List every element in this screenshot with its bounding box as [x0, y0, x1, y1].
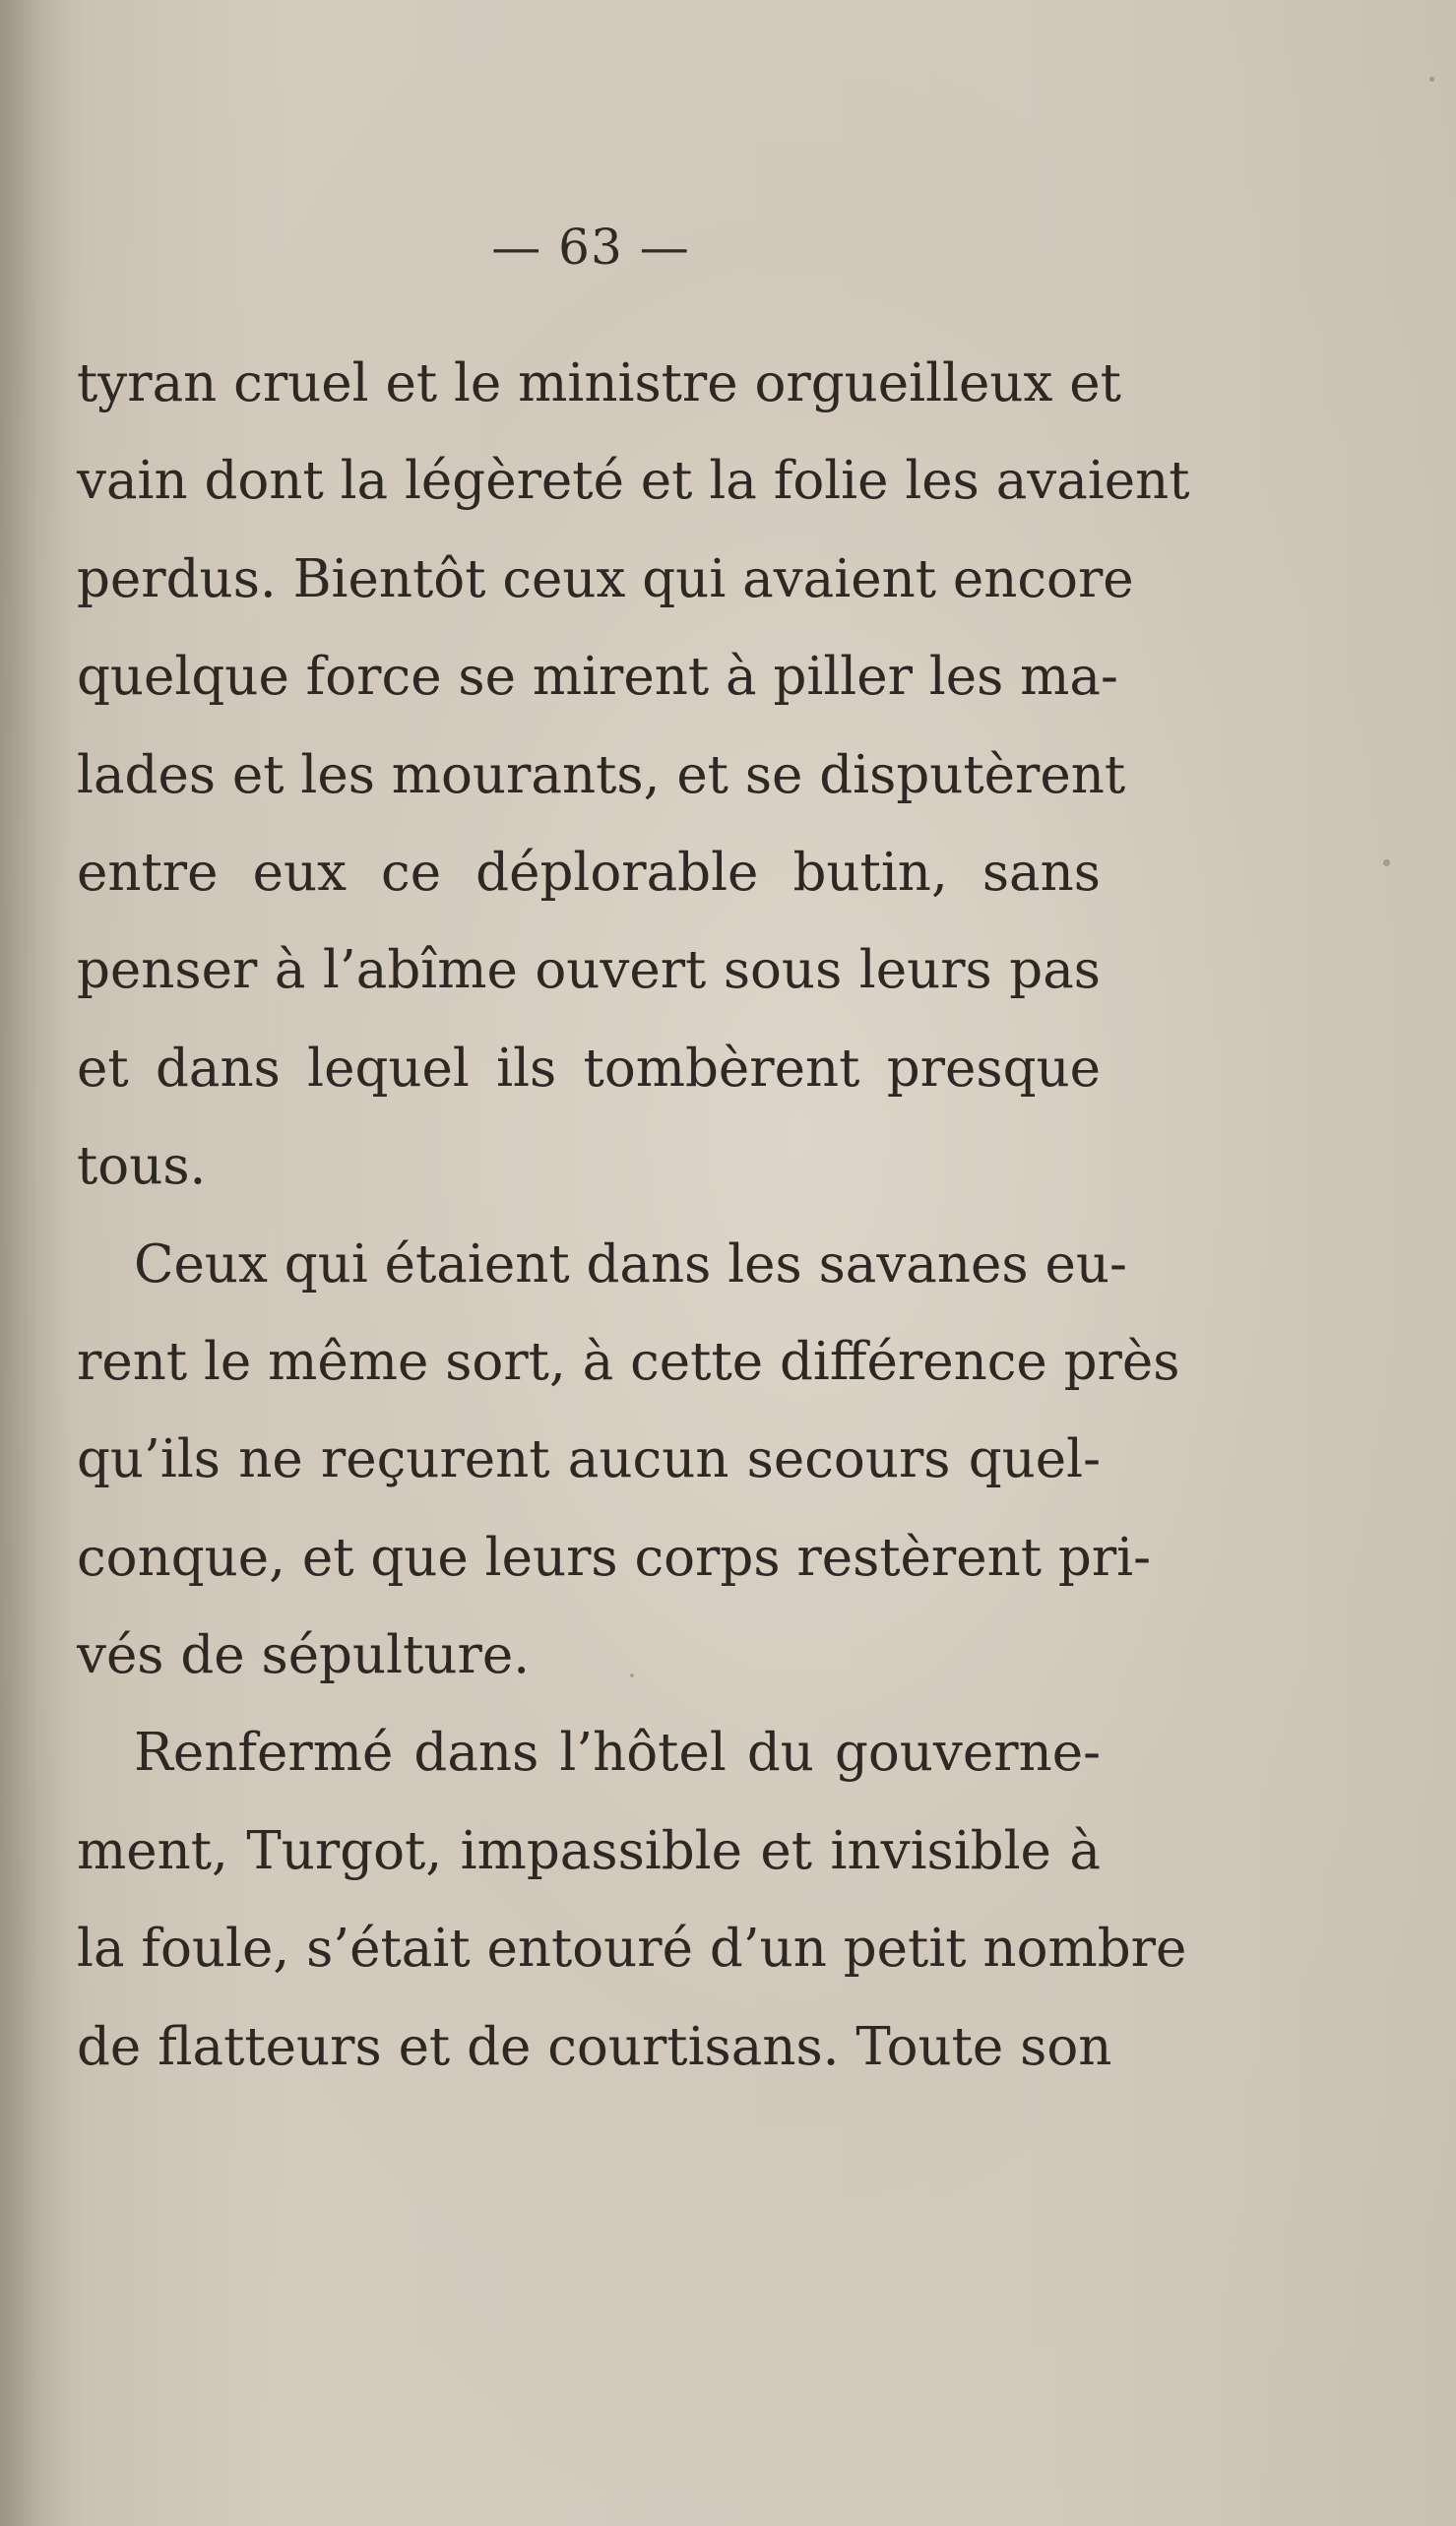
text-line: quelque force se mirent à piller les ma-	[77, 647, 1118, 708]
text-line: la foule, s’était entouré d’un petit nombre	[77, 1919, 1187, 1980]
paper-speck	[1429, 77, 1434, 82]
text-line: vés de sépulture.	[77, 1625, 531, 1686]
paragraph-start-line: Renfermé dans l’hôtel du gouverne-	[134, 1723, 1101, 1784]
binding-shadow	[0, 0, 69, 2526]
text-line: rent le même sort, à cette différence près	[77, 1331, 1180, 1392]
text-line: conque, et que leurs corps restèrent pri-	[77, 1527, 1152, 1588]
text-line: penser à l’abîme ouvert sous leurs pas	[77, 940, 1101, 1001]
paper-speck	[630, 1673, 634, 1677]
text-line: de flatteurs et de courtisans. Toute son	[77, 2016, 1112, 2077]
text-line: vain dont la légèreté et la folie les avaient	[77, 451, 1190, 512]
text-line: lades et les mourants, et se disputèrent	[77, 744, 1126, 805]
paper-speck	[1383, 859, 1390, 866]
paragraph-start-line: Ceux qui étaient dans les savanes eu-	[134, 1233, 1127, 1295]
text-line: qu’ils ne reçurent aucun secours quel-	[77, 1429, 1101, 1490]
text-line: perdus. Bientôt ceux qui avaient encore	[77, 548, 1134, 609]
page-number: — 63 —	[491, 219, 690, 276]
text-line: ment, Turgot, impassible et invisible à	[77, 1820, 1101, 1881]
text-line: entre eux ce déplorable butin, sans	[77, 842, 1101, 903]
text-line: et dans lequel ils tombèrent presque	[77, 1038, 1101, 1099]
text-line: tous.	[77, 1136, 207, 1197]
body-text	[77, 335, 1190, 2096]
text-line: tyran cruel et le ministre orgueilleux et	[77, 353, 1121, 413]
